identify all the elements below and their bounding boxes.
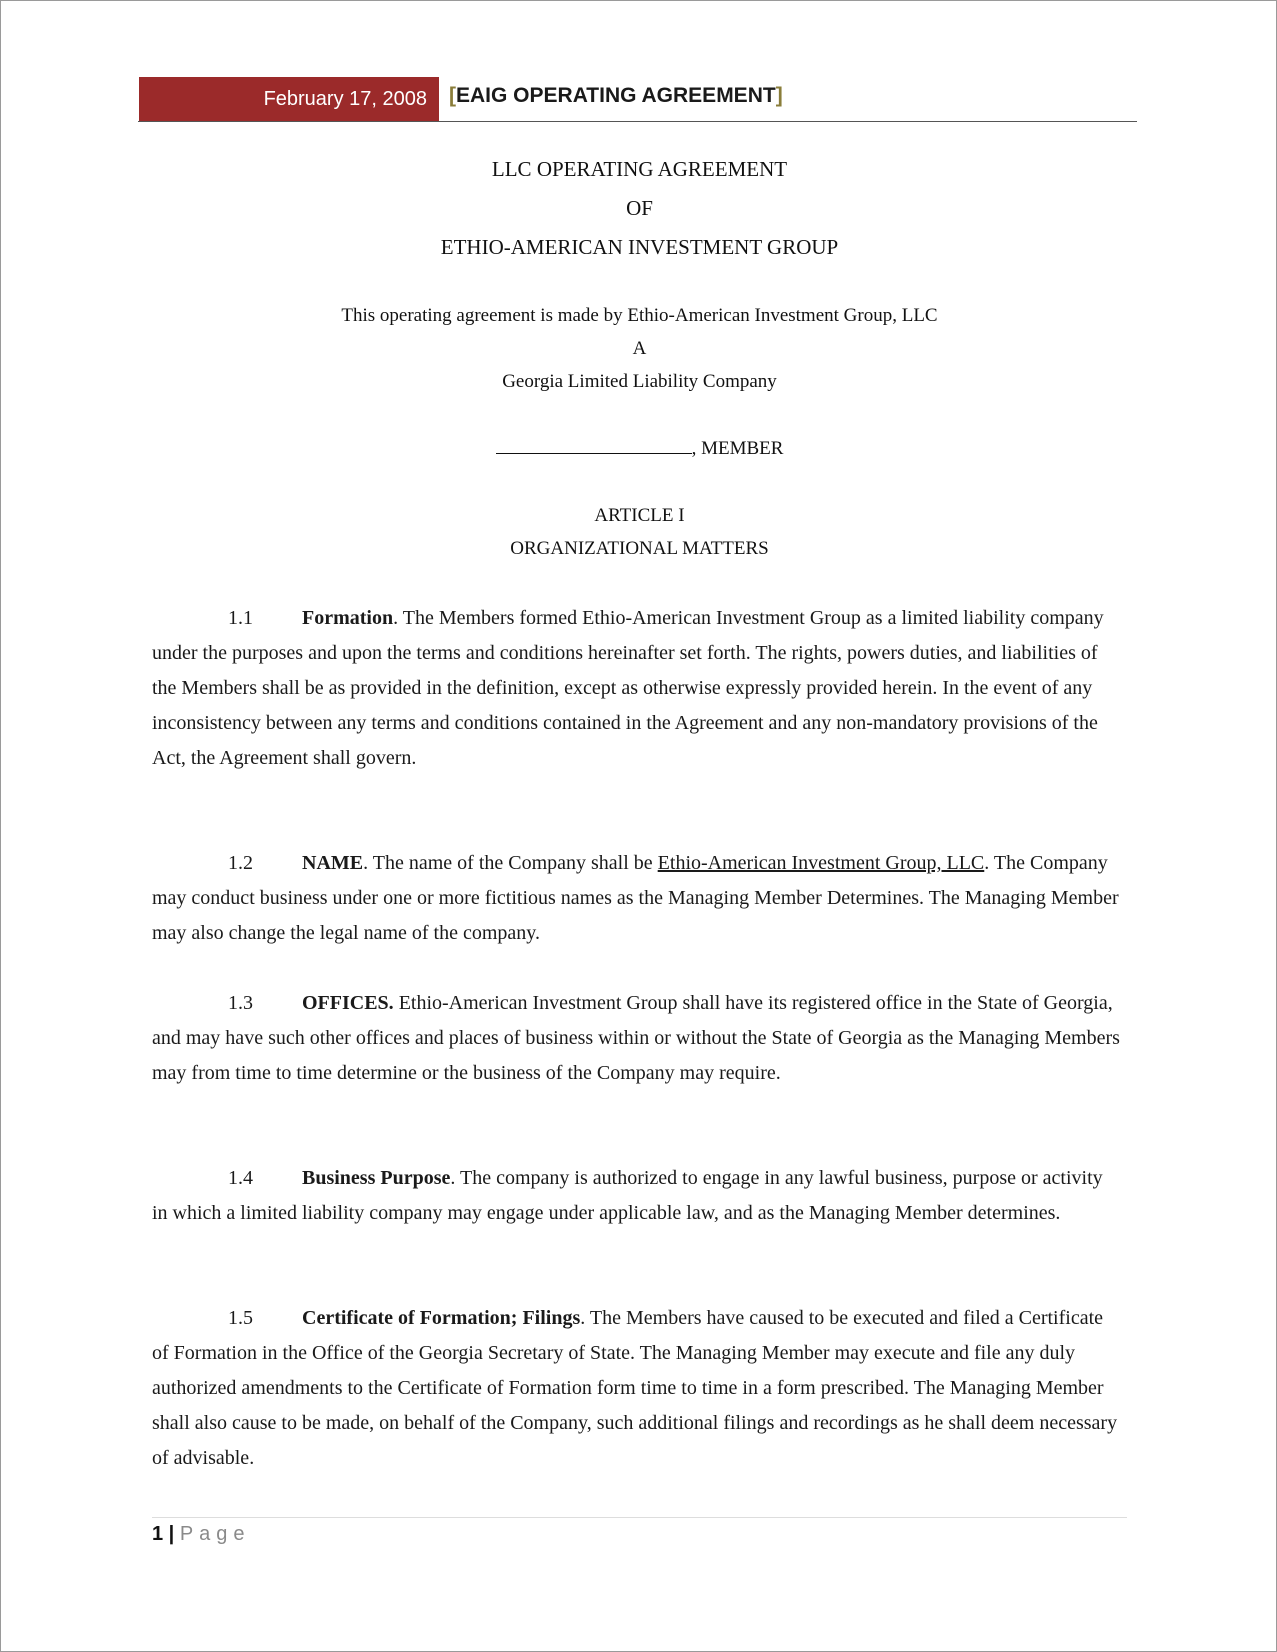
document-title-block (1, 150, 1277, 267)
section-number: 1.4 (228, 1167, 253, 1189)
section-1-4 (152, 1161, 1122, 1231)
section-1-5 (152, 1301, 1122, 1476)
section-text: . The Company may conduct business under one or more fictitious names as the Managing Member Determines. The Managing Member may also change the legal name of the company. (152, 852, 1119, 944)
header-date: February 17, 2008 (263, 87, 427, 110)
made-by-line-1: This operating agreement is made by Ethio-American Investment Group, LLC (341, 305, 938, 326)
footer-separator: | (163, 1523, 180, 1545)
page-word: Page (179, 1523, 251, 1545)
section-heading: Certificate of Formation; Filings (302, 1307, 581, 1329)
section-1-1 (152, 601, 1122, 776)
document-title-line-3: ETHIO-AMERICAN INVESTMENT GROUP (440, 235, 839, 259)
header-close-bracket: ] (775, 84, 783, 107)
header-open-bracket: [ (449, 84, 456, 107)
page-number: 1 (152, 1523, 164, 1545)
section-heading: OFFICES. (302, 992, 394, 1014)
header-title-text: EAIG OPERATING AGREEMENT (456, 84, 776, 107)
section-number: 1.1 (228, 607, 253, 629)
section-1-3 (152, 986, 1122, 1091)
document-title-line-1: LLC OPERATING AGREEMENT (491, 157, 788, 181)
company-name-underlined: Ethio-American Investment Group, LLC (657, 852, 985, 874)
article-name: ORGANIZATIONAL MATTERS (510, 538, 769, 559)
section-heading: Business Purpose (302, 1167, 451, 1189)
section-text: . The company is authorized to engage in any lawful business, purpose or activity in which a limited liability company may engage under applicable law, and as the Managing Member determines. (152, 1167, 1103, 1224)
header-title (449, 84, 783, 108)
member-signature-blank (496, 435, 692, 454)
header-divider (138, 121, 1137, 122)
made-by-line-2: A (632, 338, 647, 359)
article-heading (1, 499, 1277, 565)
section-number: 1.2 (228, 852, 253, 874)
section-text: . The Members formed Ethio-American Investment Group as a limited liability company under the purposes and upon the terms and conditions hereinafter set forth. The rights, powers duties, and liabilities of the Members shall be as provided in the definition, except as otherwise expressly provided herein. In the event of any inconsistency between any terms and conditions contained in the Agreement and any non-mandatory provisions of the Act, the Agreement shall govern. (152, 607, 1104, 769)
footer-divider (152, 1517, 1127, 1518)
section-text: Ethio-American Investment Group shall have its registered office in the State of Georgia, and may have such other offices and places of business within or without the State of Georgia as the Managing Members may from time to time determine or the business of the Company may require. (152, 992, 1120, 1084)
page-footer (152, 1523, 251, 1546)
header-date-band (139, 77, 439, 121)
document-title-line-2: OF (626, 196, 653, 220)
section-number: 1.5 (228, 1307, 253, 1329)
member-label: , MEMBER (691, 438, 784, 459)
article-number: ARTICLE I (594, 505, 685, 526)
section-heading: Formation (302, 607, 394, 629)
member-line (1, 435, 1277, 460)
made-by-block (1, 299, 1277, 398)
section-text: . The Members have caused to be executed and filed a Certificate of Formation in the Office of the Georgia Secretary of State. The Managing Member may execute and file any duly authorized amendments to the Certificate of Formation form time to time in a form prescribed. The Managing Member shall also cause to be made, on behalf of the Company, such additional filings and recordings as he shall deem necessary of advisable. (152, 1307, 1118, 1469)
made-by-line-3: Georgia Limited Liability Company (502, 371, 777, 392)
section-text: . The name of the Company shall be (363, 852, 658, 874)
section-heading: NAME (302, 852, 364, 874)
section-1-2 (152, 846, 1122, 951)
section-number: 1.3 (228, 992, 253, 1014)
